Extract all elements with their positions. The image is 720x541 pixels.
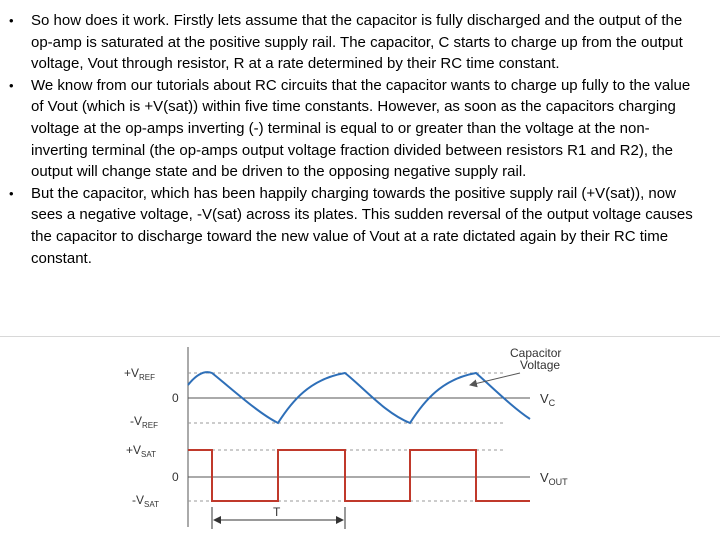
period-label: T [273, 505, 281, 519]
bullet-text: So how does it work. Firstly lets assume that the capacitor is fully discharged and the output of the op-amp is saturated at the positive supply rail. The capacitor, C starts to charge up from the output voltage, Vout through resistor, R at a rate determined by their RC time constant. [31, 12, 683, 73]
capacitor-voltage-annotation-line2: Voltage [520, 358, 561, 372]
capacitor-voltage-annotation: Capacitor [510, 346, 562, 360]
minus-vref-label: $-V_{REF}$ [130, 414, 158, 430]
sat-zero-label: 0 [172, 470, 179, 484]
bullet-text: But the capacitor, which has been happily charging towards the positive supply rail (+V(sat)), now sees a negative voltage, -V(sat) across its plates. This sudden reversal of the output voltage causes the capacitor to discharge toward the new value of Vout at a rate dictated again by their RC time constant. [31, 184, 693, 267]
bullet-symbol: • [9, 77, 14, 93]
bullet-item [0, 75, 712, 183]
output-square-wave [188, 450, 530, 501]
bullet-symbol: • [9, 13, 14, 28]
vc-label: $V_C$ [540, 391, 556, 408]
minus-vsat-label: $-V_{SAT}$ [132, 493, 159, 509]
bullet-item [0, 10, 712, 75]
plus-vsat-label: $+V_{SAT}$ [126, 443, 156, 459]
bullet-symbol: • [9, 185, 14, 201]
astable-waveform-figure [0, 336, 720, 541]
cap-zero-label: 0 [172, 391, 179, 405]
plus-vref-label: $+V_{REF}$ [124, 366, 156, 382]
bullet-list [0, 10, 712, 269]
vout-label: $V_{OUT}$ [540, 470, 568, 487]
bullet-item [0, 183, 712, 269]
bullet-text: We know from our tutorials about RC circuits that the capacitor wants to charge up fully to the value of Vout (which is +V(sat)) within five time constants. However, as soon as the capacitors charging voltage at the op-amps inverting (-) terminal is equal to or greater than the voltage at the non-inverting terminal (the op-amps output voltage fraction divided between resistors R1 and R2), the output will change state and be driven to the opposing negative supply rail. [31, 76, 691, 181]
waveform-diagram [0, 337, 720, 541]
